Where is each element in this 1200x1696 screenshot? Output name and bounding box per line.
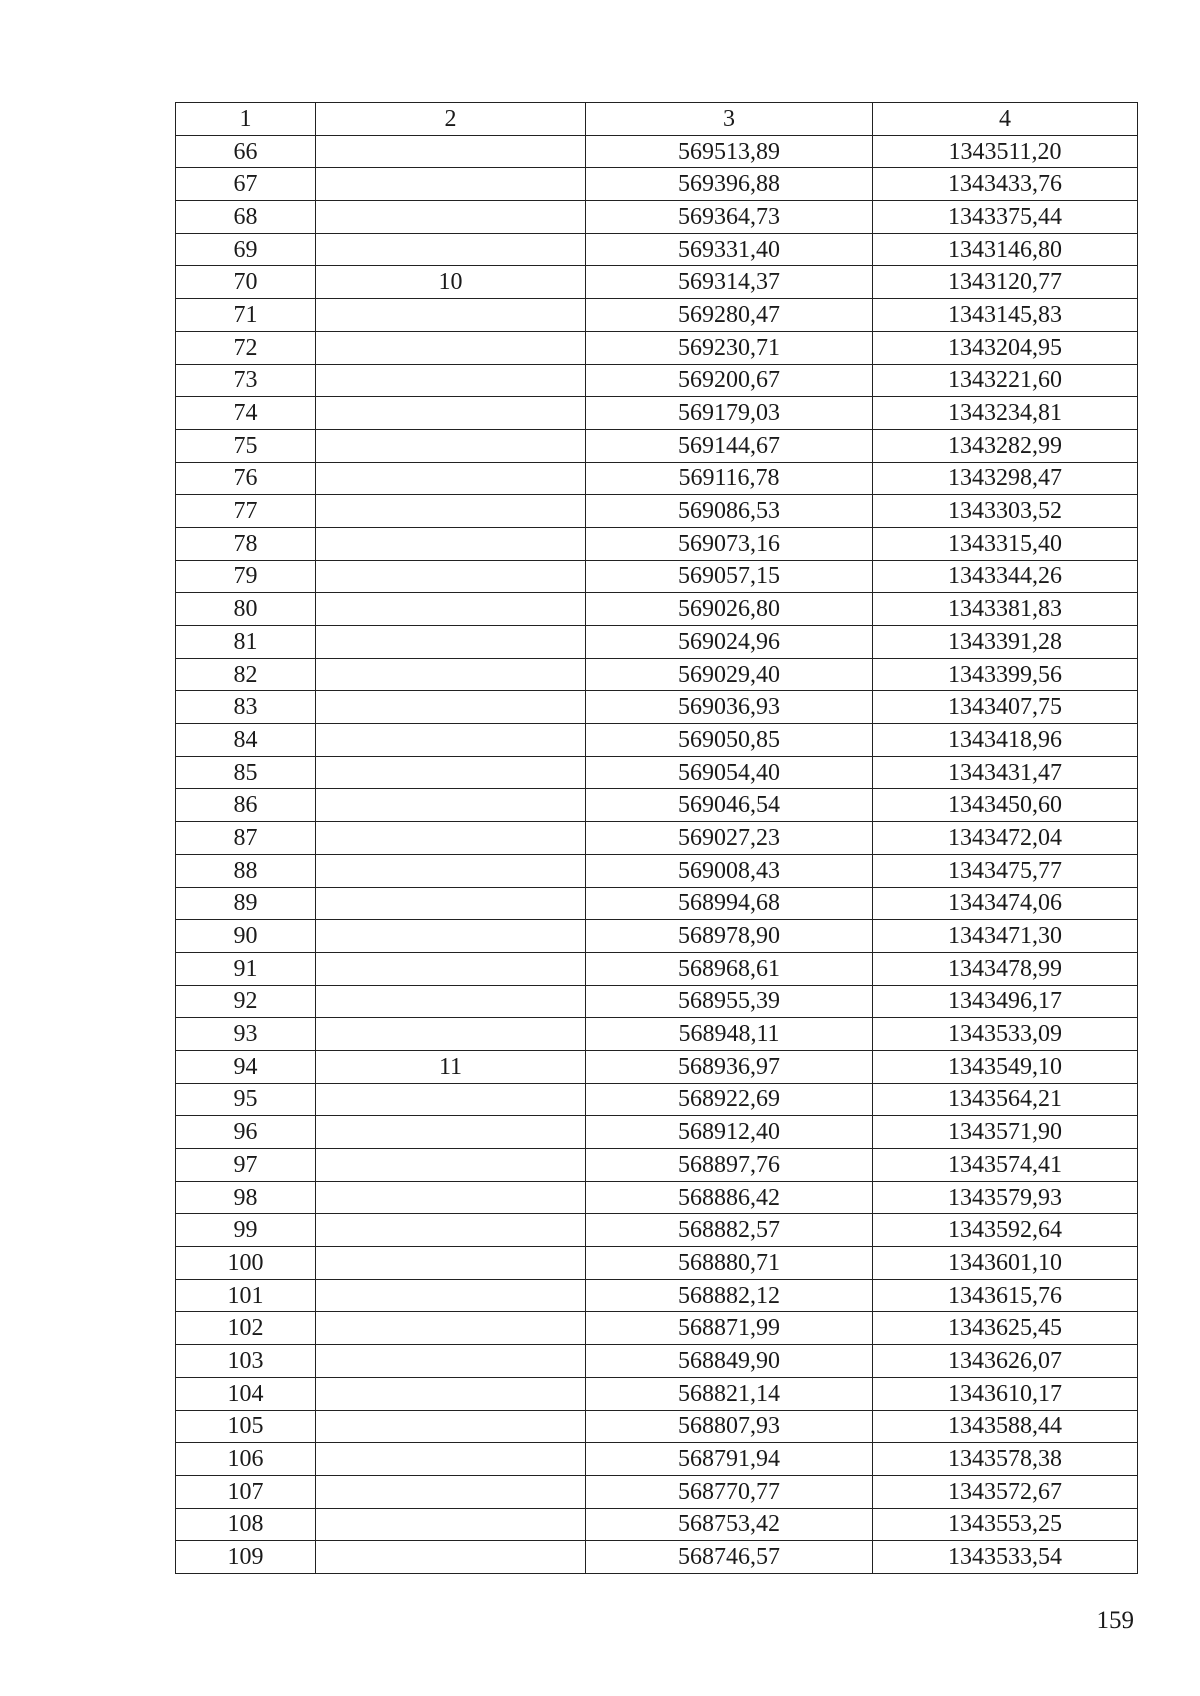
table-row (176, 756, 1138, 789)
table-row (176, 658, 1138, 691)
section-number-cell (316, 822, 586, 855)
y-coordinate-cell: 1343626,07 (873, 1345, 1138, 1378)
x-coordinate-cell: 568807,93 (586, 1410, 873, 1443)
x-coordinate-cell: 568948,11 (586, 1018, 873, 1051)
section-number-cell (316, 920, 586, 953)
point-number-cell: 72 (176, 331, 316, 364)
table-row (176, 168, 1138, 201)
section-number-cell (316, 593, 586, 626)
point-number-cell: 104 (176, 1377, 316, 1410)
table-row (176, 1149, 1138, 1182)
section-number-cell (316, 1410, 586, 1443)
section-number-cell: 10 (316, 266, 586, 299)
table-row (176, 1116, 1138, 1149)
point-number-cell: 85 (176, 756, 316, 789)
x-coordinate-cell: 568791,94 (586, 1443, 873, 1476)
table-row (176, 952, 1138, 985)
point-number-cell: 70 (176, 266, 316, 299)
point-number-cell: 71 (176, 299, 316, 332)
y-coordinate-cell: 1343615,76 (873, 1279, 1138, 1312)
column-header-3: 3 (586, 103, 873, 136)
section-number-cell (316, 952, 586, 985)
section-number-cell (316, 495, 586, 528)
point-number-cell: 66 (176, 135, 316, 168)
table-row (176, 985, 1138, 1018)
x-coordinate-cell: 569280,47 (586, 299, 873, 332)
table-row (176, 1181, 1138, 1214)
x-coordinate-cell: 568994,68 (586, 887, 873, 920)
table-row (176, 495, 1138, 528)
y-coordinate-cell: 1343553,25 (873, 1508, 1138, 1541)
y-coordinate-cell: 1343344,26 (873, 560, 1138, 593)
table-row (176, 691, 1138, 724)
table-row (176, 1279, 1138, 1312)
point-number-cell: 80 (176, 593, 316, 626)
column-header-1: 1 (176, 103, 316, 136)
section-number-cell (316, 429, 586, 462)
table-row (176, 1018, 1138, 1051)
point-number-cell: 77 (176, 495, 316, 528)
coordinates-table (175, 102, 1138, 1574)
x-coordinate-cell: 568882,57 (586, 1214, 873, 1247)
y-coordinate-cell: 1343601,10 (873, 1247, 1138, 1280)
table-row (176, 789, 1138, 822)
table-row (176, 299, 1138, 332)
point-number-cell: 89 (176, 887, 316, 920)
section-number-cell (316, 1181, 586, 1214)
table-row (176, 201, 1138, 234)
section-number-cell (316, 1116, 586, 1149)
table-row (176, 822, 1138, 855)
x-coordinate-cell: 569200,67 (586, 364, 873, 397)
point-number-cell: 103 (176, 1345, 316, 1378)
table-row (176, 724, 1138, 757)
y-coordinate-cell: 1343120,77 (873, 266, 1138, 299)
y-coordinate-cell: 1343433,76 (873, 168, 1138, 201)
point-number-cell: 102 (176, 1312, 316, 1345)
x-coordinate-cell: 568922,69 (586, 1083, 873, 1116)
table-row (176, 462, 1138, 495)
x-coordinate-cell: 568821,14 (586, 1377, 873, 1410)
y-coordinate-cell: 1343474,06 (873, 887, 1138, 920)
y-coordinate-cell: 1343146,80 (873, 233, 1138, 266)
point-number-cell: 93 (176, 1018, 316, 1051)
x-coordinate-cell: 569054,40 (586, 756, 873, 789)
point-number-cell: 98 (176, 1181, 316, 1214)
section-number-cell (316, 364, 586, 397)
table-row (176, 1410, 1138, 1443)
section-number-cell (316, 724, 586, 757)
table-row (176, 887, 1138, 920)
x-coordinate-cell: 568886,42 (586, 1181, 873, 1214)
x-coordinate-cell: 569057,15 (586, 560, 873, 593)
section-number-cell (316, 658, 586, 691)
x-coordinate-cell: 568912,40 (586, 1116, 873, 1149)
y-coordinate-cell: 1343303,52 (873, 495, 1138, 528)
table-row (176, 1541, 1138, 1574)
section-number-cell (316, 626, 586, 659)
point-number-cell: 94 (176, 1050, 316, 1083)
table-row (176, 364, 1138, 397)
table-row (176, 1475, 1138, 1508)
point-number-cell: 105 (176, 1410, 316, 1443)
point-number-cell: 78 (176, 527, 316, 560)
y-coordinate-cell: 1343204,95 (873, 331, 1138, 364)
x-coordinate-cell: 569024,96 (586, 626, 873, 659)
table-row (176, 1214, 1138, 1247)
x-coordinate-cell: 569026,80 (586, 593, 873, 626)
y-coordinate-cell: 1343574,41 (873, 1149, 1138, 1182)
x-coordinate-cell: 569179,03 (586, 397, 873, 430)
section-number-cell (316, 168, 586, 201)
point-number-cell: 73 (176, 364, 316, 397)
x-coordinate-cell: 568746,57 (586, 1541, 873, 1574)
point-number-cell: 69 (176, 233, 316, 266)
x-coordinate-cell: 568753,42 (586, 1508, 873, 1541)
section-number-cell (316, 1508, 586, 1541)
x-coordinate-cell: 568968,61 (586, 952, 873, 985)
table-row (176, 1083, 1138, 1116)
y-coordinate-cell: 1343571,90 (873, 1116, 1138, 1149)
y-coordinate-cell: 1343533,09 (873, 1018, 1138, 1051)
table-row (176, 560, 1138, 593)
y-coordinate-cell: 1343625,45 (873, 1312, 1138, 1345)
point-number-cell: 92 (176, 985, 316, 1018)
table-body (176, 135, 1138, 1573)
point-number-cell: 109 (176, 1541, 316, 1574)
section-number-cell (316, 1279, 586, 1312)
section-number-cell (316, 756, 586, 789)
y-coordinate-cell: 1343579,93 (873, 1181, 1138, 1214)
x-coordinate-cell: 569364,73 (586, 201, 873, 234)
point-number-cell: 86 (176, 789, 316, 822)
x-coordinate-cell: 569331,40 (586, 233, 873, 266)
x-coordinate-cell: 569027,23 (586, 822, 873, 855)
section-number-cell (316, 887, 586, 920)
point-number-cell: 90 (176, 920, 316, 953)
y-coordinate-cell: 1343472,04 (873, 822, 1138, 855)
y-coordinate-cell: 1343391,28 (873, 626, 1138, 659)
table-row (176, 1377, 1138, 1410)
table-row (176, 626, 1138, 659)
x-coordinate-cell: 568955,39 (586, 985, 873, 1018)
point-number-cell: 76 (176, 462, 316, 495)
column-header-2: 2 (316, 103, 586, 136)
section-number-cell (316, 462, 586, 495)
point-number-cell: 107 (176, 1475, 316, 1508)
point-number-cell: 79 (176, 560, 316, 593)
table-row (176, 429, 1138, 462)
point-number-cell: 96 (176, 1116, 316, 1149)
x-coordinate-cell: 569116,78 (586, 462, 873, 495)
section-number-cell (316, 985, 586, 1018)
section-number-cell (316, 1312, 586, 1345)
y-coordinate-cell: 1343564,21 (873, 1083, 1138, 1116)
x-coordinate-cell: 569029,40 (586, 658, 873, 691)
x-coordinate-cell: 569396,88 (586, 168, 873, 201)
y-coordinate-cell: 1343450,60 (873, 789, 1138, 822)
table-header-row (176, 103, 1138, 136)
section-number-cell (316, 1475, 586, 1508)
point-number-cell: 68 (176, 201, 316, 234)
x-coordinate-cell: 569073,16 (586, 527, 873, 560)
x-coordinate-cell: 569046,54 (586, 789, 873, 822)
y-coordinate-cell: 1343511,20 (873, 135, 1138, 168)
y-coordinate-cell: 1343549,10 (873, 1050, 1138, 1083)
x-coordinate-cell: 569144,67 (586, 429, 873, 462)
section-number-cell (316, 1377, 586, 1410)
point-number-cell: 106 (176, 1443, 316, 1476)
y-coordinate-cell: 1343572,67 (873, 1475, 1138, 1508)
section-number-cell (316, 789, 586, 822)
x-coordinate-cell: 568871,99 (586, 1312, 873, 1345)
point-number-cell: 84 (176, 724, 316, 757)
y-coordinate-cell: 1343588,44 (873, 1410, 1138, 1443)
table-row (176, 1312, 1138, 1345)
y-coordinate-cell: 1343533,54 (873, 1541, 1138, 1574)
y-coordinate-cell: 1343407,75 (873, 691, 1138, 724)
table-row (176, 593, 1138, 626)
section-number-cell (316, 560, 586, 593)
y-coordinate-cell: 1343399,56 (873, 658, 1138, 691)
table-row (176, 397, 1138, 430)
table-row (176, 1050, 1138, 1083)
x-coordinate-cell: 568770,77 (586, 1475, 873, 1508)
y-coordinate-cell: 1343475,77 (873, 854, 1138, 887)
x-coordinate-cell: 569050,85 (586, 724, 873, 757)
table-row (176, 920, 1138, 953)
section-number-cell (316, 1018, 586, 1051)
section-number-cell (316, 233, 586, 266)
column-header-4: 4 (873, 103, 1138, 136)
section-number-cell (316, 854, 586, 887)
y-coordinate-cell: 1343315,40 (873, 527, 1138, 560)
y-coordinate-cell: 1343282,99 (873, 429, 1138, 462)
section-number-cell (316, 691, 586, 724)
table-row (176, 1345, 1138, 1378)
table-row (176, 331, 1138, 364)
x-coordinate-cell: 569230,71 (586, 331, 873, 364)
point-number-cell: 95 (176, 1083, 316, 1116)
point-number-cell: 101 (176, 1279, 316, 1312)
table-row (176, 233, 1138, 266)
table-row (176, 135, 1138, 168)
section-number-cell (316, 1247, 586, 1280)
y-coordinate-cell: 1343578,38 (873, 1443, 1138, 1476)
x-coordinate-cell: 568936,97 (586, 1050, 873, 1083)
y-coordinate-cell: 1343234,81 (873, 397, 1138, 430)
table-row (176, 1508, 1138, 1541)
table-row (176, 1443, 1138, 1476)
point-number-cell: 87 (176, 822, 316, 855)
section-number-cell (316, 331, 586, 364)
section-number-cell (316, 135, 586, 168)
section-number-cell (316, 527, 586, 560)
point-number-cell: 74 (176, 397, 316, 430)
table-row (176, 527, 1138, 560)
x-coordinate-cell: 569086,53 (586, 495, 873, 528)
section-number-cell (316, 1345, 586, 1378)
section-number-cell (316, 1214, 586, 1247)
section-number-cell (316, 201, 586, 234)
table-row (176, 266, 1138, 299)
x-coordinate-cell: 569513,89 (586, 135, 873, 168)
y-coordinate-cell: 1343418,96 (873, 724, 1138, 757)
x-coordinate-cell: 569314,37 (586, 266, 873, 299)
point-number-cell: 88 (176, 854, 316, 887)
section-number-cell (316, 1443, 586, 1476)
x-coordinate-cell: 569036,93 (586, 691, 873, 724)
y-coordinate-cell: 1343496,17 (873, 985, 1138, 1018)
point-number-cell: 100 (176, 1247, 316, 1280)
point-number-cell: 99 (176, 1214, 316, 1247)
x-coordinate-cell: 568897,76 (586, 1149, 873, 1182)
point-number-cell: 82 (176, 658, 316, 691)
point-number-cell: 91 (176, 952, 316, 985)
y-coordinate-cell: 1343221,60 (873, 364, 1138, 397)
y-coordinate-cell: 1343592,64 (873, 1214, 1138, 1247)
section-number-cell (316, 299, 586, 332)
y-coordinate-cell: 1343471,30 (873, 920, 1138, 953)
y-coordinate-cell: 1343381,83 (873, 593, 1138, 626)
section-number-cell (316, 1541, 586, 1574)
section-number-cell (316, 1083, 586, 1116)
x-coordinate-cell: 568882,12 (586, 1279, 873, 1312)
y-coordinate-cell: 1343478,99 (873, 952, 1138, 985)
y-coordinate-cell: 1343375,44 (873, 201, 1138, 234)
table-row (176, 854, 1138, 887)
y-coordinate-cell: 1343298,47 (873, 462, 1138, 495)
x-coordinate-cell: 568978,90 (586, 920, 873, 953)
y-coordinate-cell: 1343145,83 (873, 299, 1138, 332)
point-number-cell: 81 (176, 626, 316, 659)
y-coordinate-cell: 1343610,17 (873, 1377, 1138, 1410)
section-number-cell (316, 397, 586, 430)
point-number-cell: 108 (176, 1508, 316, 1541)
point-number-cell: 75 (176, 429, 316, 462)
section-number-cell (316, 1149, 586, 1182)
section-number-cell: 11 (316, 1050, 586, 1083)
x-coordinate-cell: 568849,90 (586, 1345, 873, 1378)
x-coordinate-cell: 568880,71 (586, 1247, 873, 1280)
y-coordinate-cell: 1343431,47 (873, 756, 1138, 789)
x-coordinate-cell: 569008,43 (586, 854, 873, 887)
page-number: 159 (1096, 1607, 1134, 1634)
point-number-cell: 83 (176, 691, 316, 724)
point-number-cell: 97 (176, 1149, 316, 1182)
table-row (176, 1247, 1138, 1280)
point-number-cell: 67 (176, 168, 316, 201)
